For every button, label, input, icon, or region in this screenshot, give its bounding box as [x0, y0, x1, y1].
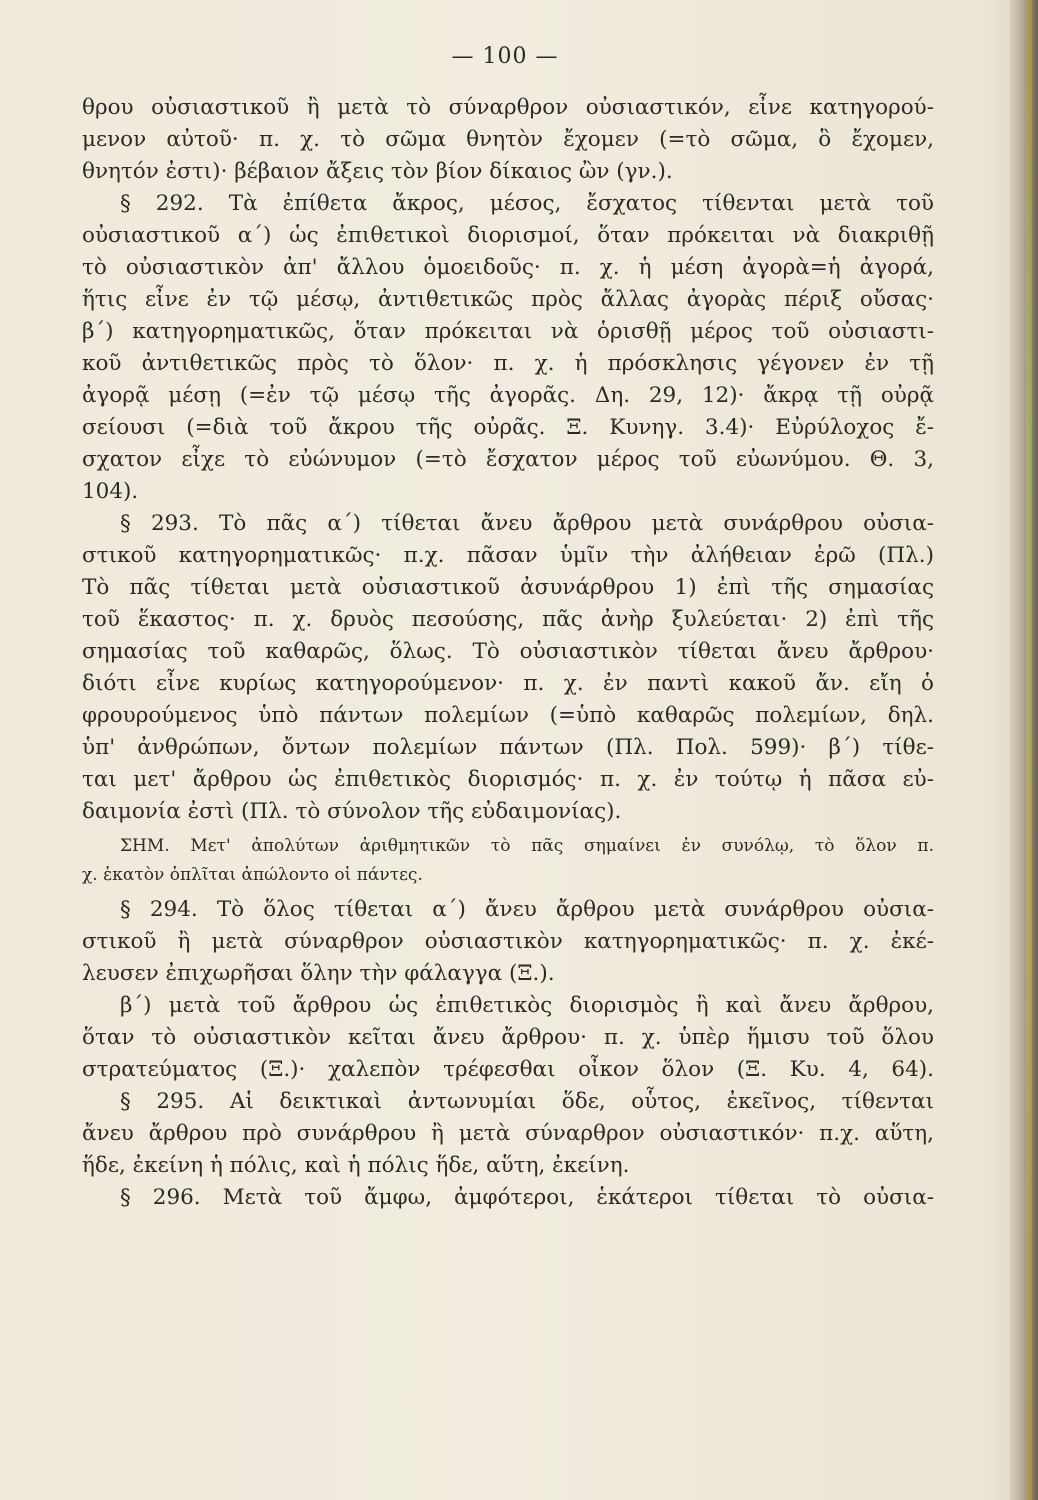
text-line: ται μετ' ἄρθρου ὡς ἐπιθετικὸς διορισμός· π. χ. ἐν τούτῳ ἡ πᾶσα εὐ-: [82, 767, 934, 792]
text-line: θρου οὐσιαστικοῦ ἢ μετὰ τὸ σύναρθρον οὐσιαστικόν, εἶνε κατηγορού-: [82, 95, 934, 120]
text-line: σχατον εἶχε τὸ εὐώνυμον (=τὸ ἔσχατον μέρος τοῦ εὐωνύμου. Θ. 3,: [82, 447, 934, 472]
text-line: φρουρούμενος ὑπὸ πάντων πολεμίων (=ὑπὸ καθαρῶς πολεμίων, δηλ.: [82, 703, 934, 728]
section-292: § 292. Τὰ ἐπίθετα ἄκρος, μέσος, ἔσχατος τίθενται μετὰ τοῦ: [120, 191, 934, 216]
text-line: σημασίας τοῦ καθαρῶς, ὅλως. Τὸ οὐσιαστικὸν τίθεται ἄνευ ἄρθρου·: [82, 639, 934, 664]
text-line: θνητόν ἐστι)· βέβαιον ἄξεις τὸν βίον δίκαιος ὢν (γν.).: [82, 159, 673, 184]
text-line: ἀγορᾷ μέσῃ (=ἐν τῷ μέσῳ τῆς ἀγορᾶς. Δη. 29, 12)· ἄκρᾳ τῇ οὐρᾷ: [82, 383, 934, 408]
text-line: ὑπ' ἀνθρώπων, ὄντων πολεμίων πάντων (Πλ. Πολ. 599)· β΄) τίθε-: [82, 735, 934, 760]
text-line: β΄) μετὰ τοῦ ἄρθρου ὡς ἐπιθετικὸς διορισμὸς ἢ καὶ ἄνευ ἄρθρου,: [120, 993, 934, 1018]
text-line: οὐσιαστικοῦ α΄) ὡς ἐπιθετικοὶ διορισμοί, ὅταν πρόκειται νὰ διακριθῇ: [82, 223, 934, 248]
section-294: § 294. Τὸ ὅλος τίθεται α΄) ἄνευ ἄρθρου μετὰ συνάρθρου οὐσια-: [120, 897, 934, 922]
text-line: σείουσι (=διὰ τοῦ ἄκρου τῆς οὐρᾶς. Ξ. Κυνηγ. 3.4)· Εὐρύλοχος ἔ-: [82, 415, 934, 440]
text-line: τὸ οὐσιαστικὸν ἀπ' ἄλλου ὁμοειδοῦς· π. χ. ἡ μέση ἀγορὰ=ἡ ἀγορά,: [82, 255, 934, 280]
section-296: § 296. Μετὰ τοῦ ἄμφω, ἀμφότεροι, ἑκάτεροι τίθεται τὸ οὐσια-: [120, 1185, 934, 1210]
text-line: στρατεύματος (Ξ.)· χαλεπὸν τρέφεσθαι οἶκον ὅλον (Ξ. Κυ. 4, 64).: [82, 1057, 934, 1082]
note-line: ΣΗΜ. Μετ' ἀπολύτων ἀριθμητικῶν τὸ πᾶς σημαίνει ἐν συνόλῳ, τὸ ὅλον π.: [120, 836, 934, 856]
text-line: διότι εἶνε κυρίως κατηγορούμενον· π. χ. ἐν παντὶ κακοῦ ἄν. εἴη ὁ: [82, 671, 934, 696]
body-text: [82, 92, 934, 1214]
text-line: β΄) κατηγορηματικῶς, ὅταν πρόκειται νὰ ὁρισθῇ μέρος τοῦ οὐσιαστι-: [82, 319, 934, 344]
text-line: Τὸ πᾶς τίθεται μετὰ οὐσιαστικοῦ ἀσυνάρθρου 1) ἐπὶ τῆς σημασίας: [82, 575, 934, 600]
text-line: μενον αὐτοῦ· π. χ. τὸ σῶμα θνητὸν ἔχομεν (=τὸ σῶμα, ὃ ἔχομεν,: [82, 127, 934, 152]
text-line: στικοῦ ἢ μετὰ σύναρθρον οὐσιαστικὸν κατηγορηματικῶς· π. χ. ἐκέ-: [82, 929, 934, 954]
text-line: λευσεν ἐπιχωρῆσαι ὅλην τὴν φάλαγγα (Ξ.).: [82, 961, 555, 986]
text-line: ἄνευ ἄρθρου πρὸ συνάρθρου ἢ μετὰ σύναρθρον οὐσιαστικόν· π.χ. αὕτη,: [82, 1121, 934, 1146]
section-293: § 293. Τὸ πᾶς α΄) τίθεται ἄνευ ἄρθρου μετὰ συνάρθρου οὐσια-: [120, 511, 934, 536]
text-line: στικοῦ κατηγορηματικῶς· π.χ. πᾶσαν ὑμῖν τὴν ἀλήθειαν ἐρῶ (Πλ.): [82, 543, 934, 568]
text-line: ἥδε, ἐκείνη ἡ πόλις, καὶ ἡ πόλις ἥδε, αὕτη, ἐκείνη.: [82, 1153, 630, 1178]
text-line: ὅταν τὸ οὐσιαστικὸν κεῖται ἄνευ ἄρθρου· π. χ. ὑπὲρ ἥμισυ τοῦ ὅλου: [82, 1025, 934, 1050]
page-number: — 100 —: [451, 44, 559, 69]
text-line: 104).: [82, 479, 139, 504]
section-295: § 295. Αἱ δεικτικαὶ ἀντωνυμίαι ὅδε, οὗτος, ἐκεῖνος, τίθενται: [120, 1089, 934, 1114]
text-line: δαιμονία ἐστὶ (Πλ. τὸ σύνολον τῆς εὐδαιμονίας).: [82, 799, 622, 824]
text-line: ἥτις εἶνε ἐν τῷ μέσῳ, ἀντιθετικῶς πρὸς ἄλλας ἀγορὰς πέριξ οὔσας·: [82, 287, 934, 312]
text-line: κοῦ ἀντιθετικῶς πρὸς τὸ ὅλον· π. χ. ἡ πρόσκλησις γέγονεν ἐν τῇ: [82, 351, 934, 376]
page-edge-shadow: [1010, 0, 1038, 1500]
note-line: χ. ἑκατὸν ὁπλῖται ἀπώλοντο οἱ πάντες.: [82, 865, 423, 885]
text-line: τοῦ ἕκαστος· π. χ. δρυὸς πεσούσης, πᾶς ἀνὴρ ξυλεύεται· 2) ἐπὶ τῆς: [82, 607, 934, 632]
